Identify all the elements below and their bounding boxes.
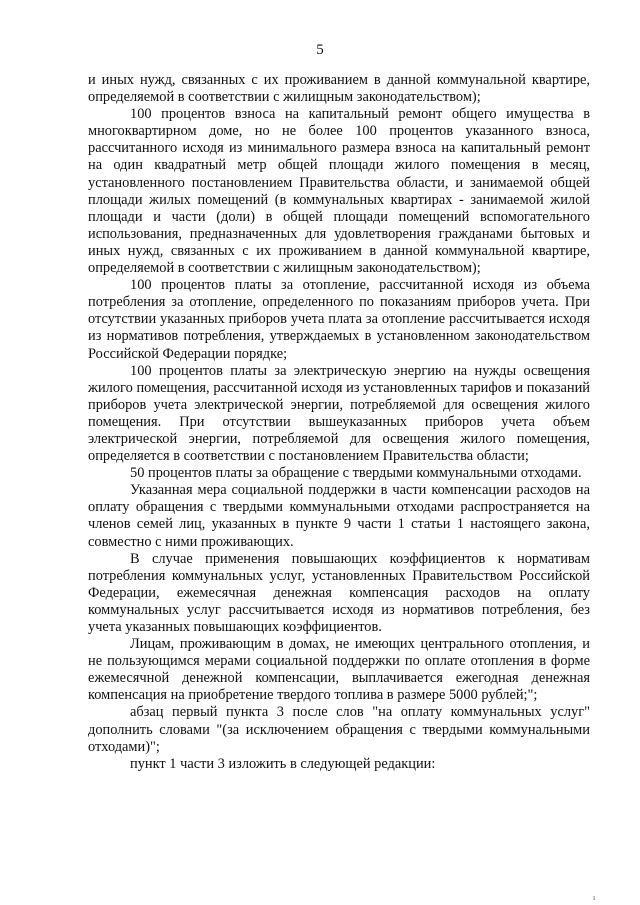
paragraph: В случае применения повышающих коэффициентов к нормативам потребления коммунальных услуг, установленных Правительством Российской Федерации, ежемесячная денежная компенсация расходов на оплату коммунальных услуг рассчитывается исходя из нормативов потребления, без учета указанных повышающих коэффициентов. <box>88 550 590 635</box>
paragraph: 50 процентов платы за обращение с твердыми коммунальными отходами. <box>130 465 582 482</box>
paragraph: Лицам, проживающим в домах, не имеющих центрального отопления, и не пользующимся мерами социальной поддержки по оплате отопления в форме ежемесячной денежной компенсации, выплачивается ежегодная денежная компенсация на приобретение твердого топлива в размере 5000 рублей;"; <box>88 636 590 704</box>
page-number: 5 <box>316 42 324 58</box>
body-text <box>88 72 590 773</box>
scan-artifact-mark: ı <box>593 893 596 902</box>
paragraph: 100 процентов взноса на капитальный ремонт общего имущества в многоквартирном доме, но не более 100 процентов указанного взноса, рассчитанного исходя из минимального размера взноса на капитальный ремонт на один квадратный метр общей площади жилого помещения в месяц, установленного постановлением Правительства области, и занимаемой общей площади жилых помещений (в коммунальных квартирах - занимаемой жилой площади и части (доли) в общей площади помещений вспомогательного использования, предназначенных для удовлетворения гражданами бытовых и иных нужд, связанных с их проживанием в данной коммунальной квартире, определяемой в соответствии с жилищным законодательством); <box>88 106 590 277</box>
paragraph: и иных нужд, связанных с их проживанием в данной коммунальной квартире, определяемой в соответствии с жилищным законодательством); <box>88 72 590 106</box>
paragraph: 100 процентов платы за отопление, рассчитанной исходя из объема потребления за отопление, определенного по показаниям приборов учета. При отсутствии указанных приборов учета плата за отопление рассчитывается исходя из нормативов потребления, утверждаемых в установленном законодательством Российской Федерации порядке; <box>88 277 590 362</box>
paragraph: 100 процентов платы за электрическую энергию на нужды освещения жилого помещения, рассчитанной исходя из установленных тарифов и показаний приборов учета электрической энергии, потребляемой для освещения жилого помещения. При отсутствии вышеуказанных приборов учета объем электрической энергии, потребляемой для освещения жилого помещения, определяется в соответствии с постановлением Правительства области; <box>88 362 590 465</box>
paragraph: Указанная мера социальной поддержки в части компенсации расходов на оплату обращения с твердыми коммунальными отходами распространяется на членов семей лиц, указанных в пункте 9 части 1 статьи 1 настоящего закона, совместно с ними проживающих. <box>88 482 590 550</box>
paragraph: абзац первый пункта 3 после слов "на оплату коммунальных услуг" дополнить словами "(за исключением обращения с твердыми коммунальными отходами)"; <box>88 704 590 755</box>
paragraph: пункт 1 части 3 изложить в следующей редакции: <box>130 755 436 772</box>
